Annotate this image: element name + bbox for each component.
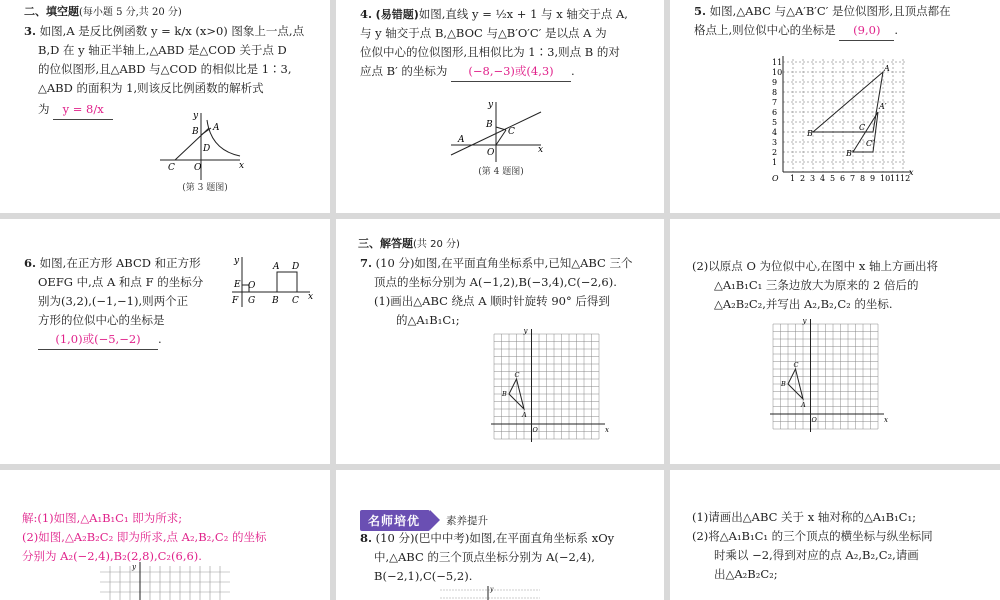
- x-axis-label: x: [884, 416, 888, 424]
- card-q7: [336, 219, 664, 464]
- point-B-label: B: [486, 120, 493, 130]
- point-E-label: E: [234, 280, 241, 290]
- x-tick-label: 10: [880, 174, 891, 183]
- point-C-label: C: [292, 296, 299, 306]
- answer-7-text: 解:(1)如图,△A₁B₁C₁ 即为所求; (2)如图,△A₂B₂C₂ 即为所求,点 A₂,B₂,C₂ 的坐标 分别为 A₂(−2,4),B₂(2,8),C₂(6,6).: [22, 511, 267, 563]
- card-q5: [670, 0, 1000, 213]
- origin-label: O: [194, 163, 202, 173]
- x-axis-label: x: [308, 292, 314, 302]
- y-tick-label: 6: [772, 108, 778, 117]
- card-q7-part2: [670, 219, 1000, 464]
- y-axis-label: y: [523, 327, 528, 335]
- x-axis-label: x: [605, 426, 609, 434]
- x-tick-label: 3: [810, 174, 816, 183]
- answer-7-grid-partial: [100, 562, 230, 600]
- point-D-label: D: [292, 262, 300, 272]
- question-8-text: 8. (10 分)(巴中中考)如图,在平面直角坐标系 xOy 中,△ABC 的三个顶点坐标分别为 A(−2,4), B(−2,1),C(−5,2).: [360, 531, 615, 583]
- y-tick-label: 4: [772, 128, 778, 137]
- y-tick-label: 11: [772, 58, 783, 67]
- card-q3: [0, 0, 330, 213]
- point-C-label: C: [793, 361, 799, 369]
- question-3-text: 3. 如图,A 是反比例函数 y = k/x (x>0) 图象上一点,点 B,D 在 y 轴正半轴上,△ABD 是△COD 关于点 D 的位似图形,且△ABD 与△COD 的相似比是 1∶3, △ABD 的面积为 1,则该反比例函数的解析式 为 y = 8/x: [24, 22, 324, 120]
- figure-q5-grid: [765, 42, 925, 187]
- card-q8-parts: [670, 470, 1000, 600]
- y-tick-label: 7: [772, 98, 778, 107]
- point-A-label: A: [273, 262, 280, 272]
- answer-blank: y = 8/x: [53, 100, 113, 120]
- point-B-label: B: [502, 390, 507, 398]
- figure-q6: [230, 255, 315, 310]
- point-F-label: F: [232, 296, 239, 306]
- y-tick-label: 3: [772, 138, 778, 147]
- point-C-label: C: [168, 163, 175, 173]
- card-q6: [0, 219, 330, 464]
- x-tick-label: 4: [820, 174, 826, 183]
- point-B-label: B: [781, 380, 786, 388]
- y-tick-label: 1: [772, 158, 778, 167]
- banner-subtitle: 素养提升: [446, 515, 489, 527]
- question-5-text: 5. 如图,△ABC 与△A′B′C′ 是位似图形,且顶点都在 格点上,则位似中心的坐标是 (9,0) .: [694, 2, 994, 41]
- answer-blank: (−8,−3)或(4,3): [451, 62, 571, 82]
- figure-q7-grid: [489, 327, 609, 444]
- x-axis-label: x: [538, 145, 544, 155]
- figure-q3: [155, 110, 245, 185]
- point-label: B′: [846, 149, 854, 158]
- x-tick-label: 11: [890, 174, 901, 183]
- point-B-label: B: [192, 127, 199, 137]
- y-tick-label: 9: [772, 78, 778, 87]
- answer-blank: (1,0)或(−5,−2): [38, 330, 158, 350]
- y-axis-label: y: [490, 586, 494, 593]
- question-7-part2-text: (2)以原点 O 为位似中心,在图中 x 轴上方画出将 △A₁B₁C₁ 三条边放大为原来的 2 倍后的 △A₂B₂C₂,并写出 A₂,B₂,C₂ 的坐标.: [692, 259, 938, 311]
- x-tick-label: 7: [850, 174, 856, 183]
- point-label: A′: [879, 102, 887, 111]
- y-axis-label: y: [193, 111, 199, 121]
- question-8-parts-text: (1)请画出△ABC 关于 x 轴对称的△A₁B₁C₁; (2)将△A₁B₁C₁ 的三个顶点的横坐标与纵坐标同 时乘以 −2,得到对应的点 A₂,B₂,C₂,请画 出△A₂B₂C₂;: [692, 510, 933, 581]
- point-label: C′: [866, 139, 874, 148]
- x-tick-label: 8: [860, 174, 866, 183]
- point-G-label: G: [248, 296, 256, 306]
- x-axis-label: x: [239, 161, 245, 171]
- point-A-label: A: [801, 401, 806, 409]
- point-A-label: A: [213, 123, 220, 133]
- answer-blank: (9,0): [839, 21, 894, 41]
- point-label: C: [859, 123, 866, 132]
- y-axis-label: y: [132, 563, 136, 571]
- banner-tag: 名师培优: [360, 510, 430, 531]
- y-tick-label: 5: [772, 118, 778, 127]
- question-4-text: 4. (易错题)如图,直线 y = ½x + 1 与 x 轴交于点 A, 与 y 轴交于点 B,△BOC 与△B′O′C′ 是以点 A 为 位似中心的位似图形,且相似比为 1∶3,则点 B 的对 应点 B′ 的坐标为 (−8,−3)或(4,3) .: [360, 5, 660, 82]
- y-tick-label: 8: [772, 88, 778, 97]
- card-answer-7: [0, 470, 330, 600]
- point-C-label: C: [514, 371, 520, 379]
- origin-label: O: [772, 174, 779, 183]
- card-q4: [336, 0, 664, 213]
- excellence-banner: [360, 510, 488, 531]
- x-tick-label: 6: [840, 174, 846, 183]
- origin-label: O: [248, 281, 256, 291]
- point-label: B: [807, 129, 813, 138]
- x-tick-label: 9: [870, 174, 876, 183]
- x-tick-label: 12: [900, 174, 911, 183]
- origin-label: O: [811, 416, 817, 424]
- section-header: 二、填空题(每小题 5 分,共 20 分): [24, 5, 182, 18]
- x-tick-label: 1: [790, 174, 796, 183]
- point-B-label: B: [272, 296, 279, 306]
- point-C-label: C: [508, 127, 515, 137]
- figure-caption: (第 3 题图): [182, 183, 228, 193]
- point-A-label: A: [522, 411, 527, 419]
- y-axis-label: y: [802, 317, 807, 325]
- card-q8: [336, 470, 664, 600]
- origin-label: O: [532, 426, 538, 434]
- question-8-grid-partial: [440, 586, 540, 600]
- point-A-label: A: [458, 135, 465, 145]
- question-6-text: 6. 如图,在正方形 ABCD 和正方形 OEFG 中,点 A 和点 F 的坐标分 别为(3,2),(−1,−1),则两个正 方形的位似中心的坐标是 (1,0)或(−5,−2) .: [24, 254, 224, 350]
- question-7-text: 三、解答题(共 20 分) 7. (10 分)如图,在平面直角坐标系中,已知△ABC 三个 顶点的坐标分别为 A(−1,2),B(−3,4),C(−2,6). (1)画出△ABC 绕点 A 顺时针旋转 90° 后得到 的△A₁B₁C₁;: [358, 237, 633, 327]
- y-axis-label: y: [234, 256, 240, 266]
- figure-q7-part2-grid: [768, 317, 888, 434]
- y-tick-label: 10: [772, 68, 783, 77]
- figure-caption: (第 4 题图): [478, 167, 524, 177]
- y-tick-label: 2: [772, 148, 778, 157]
- origin-label: O: [487, 148, 495, 158]
- x-tick-label: 5: [830, 174, 836, 183]
- point-label: A: [884, 64, 890, 73]
- point-D-label: D: [203, 144, 211, 154]
- figure-q4: [446, 100, 546, 165]
- y-axis-label: y: [488, 100, 494, 110]
- x-tick-label: 2: [800, 174, 806, 183]
- x-axis-label: x: [909, 168, 914, 177]
